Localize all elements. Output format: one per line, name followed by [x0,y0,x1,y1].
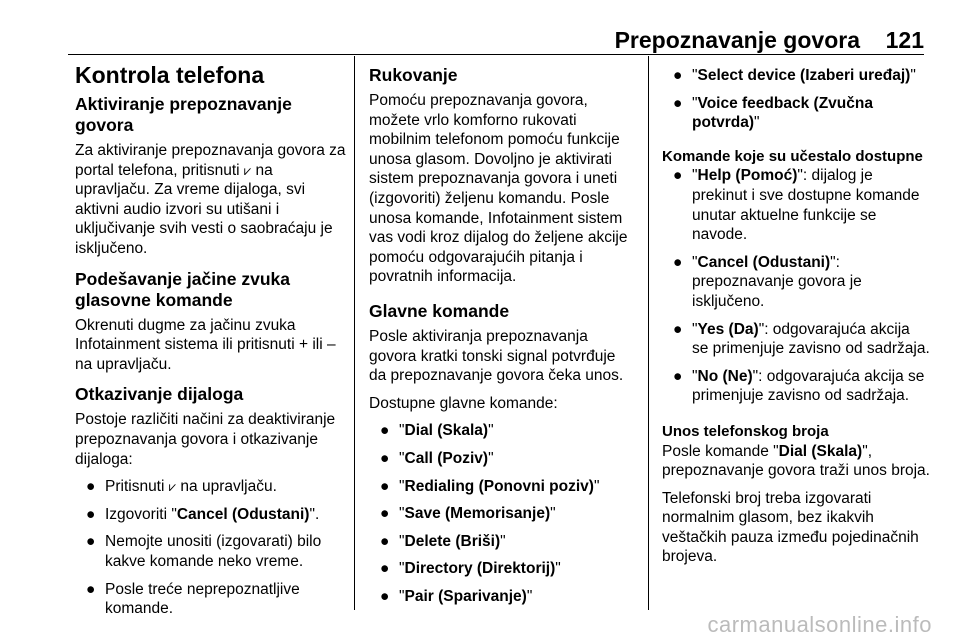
main-commands-intro: Dostupne glavne komande: [369,394,558,412]
continued-commands-list [662,66,930,133]
list-item: ● "Directory (Direktorij)" [380,560,561,578]
column-3 [662,60,930,575]
header-title: Prepoznavanje govora [614,27,860,53]
page-number: 121 [885,27,924,53]
list-item: ● Nemojte unositi (izgovarati) bilo kakve komande neko vreme. [86,533,322,570]
operation-paragraph: Pomoću prepoznavanja govora, možete vrlo komforno rukovati mobilnim telefonom pomoću funkcije unosa glasom. Dovoljno je aktivirati sistem prepoznavanja govora i uneti (izgovoriti) željenu komandu. Posle unosa komande, Infotainment sistem vas vodi kroz dijalog do željene akcije pomoću odgovarajućih pitanja i povratnih informacija. [369,92,628,286]
column-2 [369,60,635,614]
list-item: ● "No (Ne)": odgovarajuća akcija se primenjuje zavisno od sadržaja. [673,367,925,405]
subsection-title-operation: Rukovanje [369,65,458,85]
section-heading: Kontrola telefona [75,62,265,88]
subsection-title-volume: Podešavanje jačine zvuka glasovne komande [75,268,290,310]
activation-paragraph: Za aktiviranje prepoznavanja govora za portal telefona, pritisnuti ⩗ na upravljaču. Za vreme dijaloga, svi aktivni audio izvori su utišani i uključivanje svih vesti o saobraćaju je isključeno. [75,142,346,257]
subsection-title-main-commands: Glavne komande [369,300,510,321]
list-item: ● "Save (Memorisanje)" [380,505,556,523]
phone-number-paragraph-2: Telefonski broj treba izgovarati normalnim glasom, bez ikakvih veštačkih pauza između pojedinačnih brojeva. [662,489,919,566]
list-item: ● "Select device (Izaberi uređaj)" [673,67,916,84]
list-item: ● "Pair (Sparivanje)" [380,587,533,605]
subsection-title-phone-number: Unos telefonskog broja [662,422,829,440]
cancel-paragraph: Postoje različiti načini za deaktiviranje prepoznavanja govora i otkazivanje dijaloga: [75,411,336,468]
cancel-list [75,477,347,619]
list-item: ● "Voice feedback (Zvučna potvrda)" [673,94,873,132]
common-commands-list [662,166,930,406]
phone-voice-icon: ⩗ [243,162,252,178]
list-item: ● "Yes (Da)": odgovarajuća akcija se primenjuje zavisno od sadržaja. [673,320,930,358]
watermark: carmanualsonline.info [707,612,932,637]
list-item: ● "Call (Poziv)" [380,449,494,467]
page-header [68,26,924,55]
subsection-title-cancel: Otkazivanje dijaloga [75,384,244,405]
column-1 [75,60,347,627]
list-item: ● "Dial (Skala)" [380,422,494,440]
subsection-title-common-commands: Komande koje su učestalo dostupne [662,147,923,165]
list-item: ● Posle treće neprepoznatljive komande. [86,580,300,618]
phone-number-paragraph: Posle komande "Dial (Skala)", prepoznavanje govora traži unos broja. [662,442,930,480]
hang-up-icon: ⩗ [168,479,177,495]
list-item: ● "Help (Pomoć)": dijalog je prekinut i sve dostupne komande unutar aktuelne funkcije se navode. [673,167,920,244]
volume-paragraph: Okrenuti dugme za jačinu zvuka Infotainment sistema ili pritisnuti + ili – na upravljaču. [75,316,336,373]
subsection-title-activation: Aktiviranje prepoznavanje govora [75,94,292,135]
list-item: ● "Cancel (Odustani)": prepoznavanje govora je isključeno. [673,253,862,310]
main-commands-list [369,421,635,606]
main-commands-paragraph: Posle aktiviranja prepoznavanja govora kratki tonski signal potvrđuje da prepoznavanje govora čeka unos. [369,327,624,385]
column-divider-2 [648,56,649,610]
list-item: ● "Delete (Briši)" [380,532,506,550]
list-item: ● Pritisnuti ⩗ na upravljaču. [86,478,277,496]
column-divider-1 [354,56,355,610]
list-item: ● Izgovoriti "Cancel (Odustani)". [86,505,320,523]
list-item: ● "Redialing (Ponovni poziv)" [380,477,600,495]
